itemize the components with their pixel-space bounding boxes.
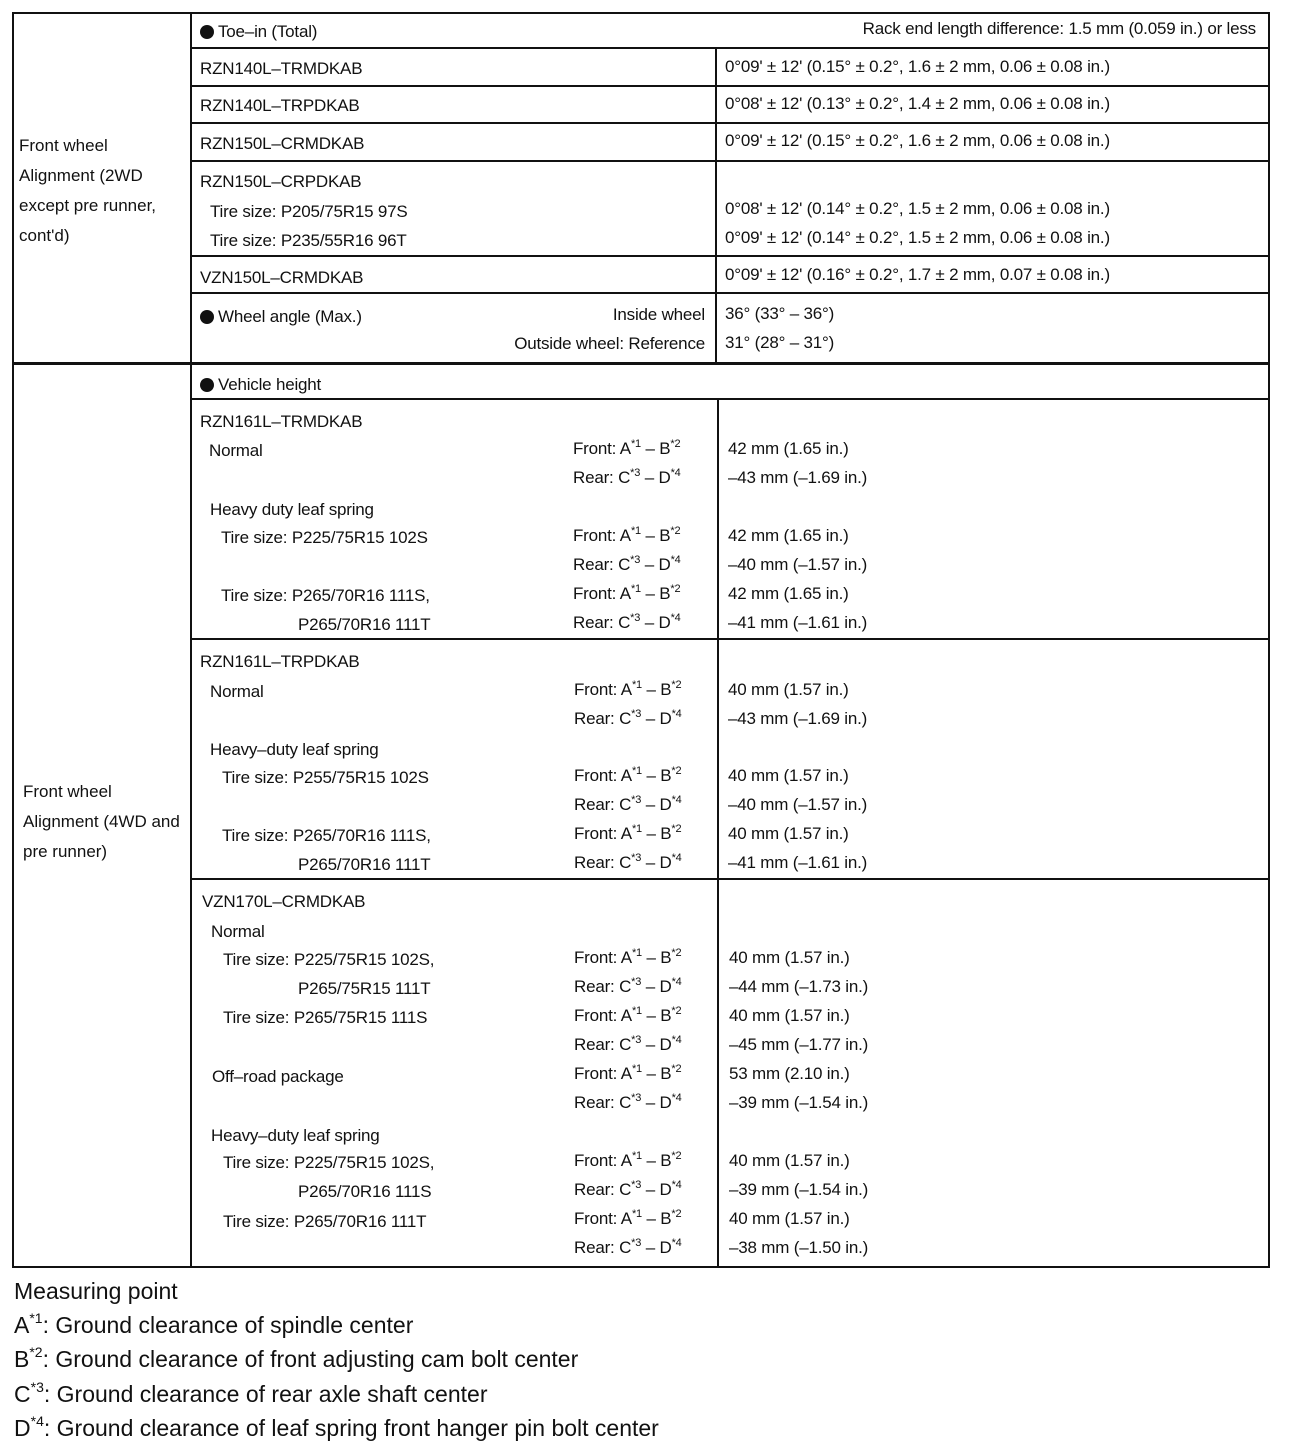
bullet-icon (200, 25, 214, 39)
front-measure-label (574, 1209, 681, 1229)
measure-prefix: Rear: C (574, 795, 632, 814)
measure-sup: *3 (631, 852, 642, 864)
section-divider (12, 362, 1270, 365)
measure-sup: *3 (630, 554, 641, 566)
height-value: –44 mm (–1.73 in.) (729, 977, 869, 996)
variant-label: Off–road package (212, 1067, 344, 1086)
note-d: $D^{*4}$: Ground clearance of leaf spring front hanger pin bolt center (14, 1413, 659, 1441)
measure-prefix: Rear: C (574, 853, 632, 872)
measure-mid: – B (641, 1151, 672, 1170)
measure-mid: – D (641, 795, 672, 814)
measure-mid: – D (641, 709, 672, 728)
front-measure-label (573, 526, 680, 546)
tire-size-label: Tire size: P205/75R15 97S (210, 202, 408, 221)
row-rule (190, 255, 1270, 257)
row-rule (190, 85, 1270, 87)
inside-wheel-value: 36° (33° – 36°) (725, 304, 835, 323)
measuring-point-title: Measuring point (14, 1278, 178, 1304)
toe-value: 0°09' ± 12' (0.14° ± 0.2°, 1.5 ± 2 mm, 0.06 ± 0.08 in.) (725, 228, 1110, 247)
rear-measure-label (573, 555, 681, 575)
measure-sup: *3 (631, 1034, 642, 1046)
measure-sup: *2 (671, 1063, 682, 1075)
variant-label: Heavy–duty leaf spring (210, 740, 379, 759)
outside-wheel-value: 31° (28° – 31°) (725, 333, 835, 352)
measure-prefix: Front: A (574, 680, 632, 699)
measure-sup: *1 (631, 1005, 642, 1017)
measure-sup: *2 (671, 679, 682, 691)
front-measure-label (574, 948, 681, 968)
height-value: –40 mm (–1.57 in.) (728, 555, 868, 574)
measure-sup: *4 (671, 708, 682, 720)
model-label: RZN150L–CRMDKAB (200, 134, 365, 153)
front-measure-label (574, 1151, 681, 1171)
height-value: –40 mm (–1.57 in.) (728, 795, 868, 814)
front-measure-label (574, 1006, 681, 1026)
height-value: 40 mm (1.57 in.) (729, 1209, 850, 1228)
measure-sup: *3 (631, 708, 642, 720)
variant-label: Normal (209, 441, 263, 460)
measure-prefix: Front: A (574, 948, 632, 967)
measure-prefix: Front: A (574, 1006, 632, 1025)
toe-value: 0°08' ± 12' (0.14° ± 0.2°, 1.5 ± 2 mm, 0.06 ± 0.08 in.) (725, 199, 1110, 218)
measure-mid: – B (641, 1006, 672, 1025)
wheel-angle-heading: Wheel angle (Max.) (200, 307, 362, 327)
row-rule (190, 638, 1270, 640)
category-divider (190, 12, 192, 1268)
measure-prefix: Front: A (573, 584, 631, 603)
row-rule (190, 47, 1270, 49)
outside-wheel-label: Outside wheel: Reference (514, 334, 705, 353)
height-value: 40 mm (1.57 in.) (728, 824, 849, 843)
model-label: RZN140L–TRMDKAB (200, 59, 363, 78)
rear-measure-label (574, 977, 682, 997)
model-label: RZN140L–TRPDKAB (200, 96, 360, 115)
rear-measure-label (574, 795, 682, 815)
measure-prefix: Rear: C (573, 555, 631, 574)
measure-sup: *1 (630, 583, 641, 595)
measure-mid: – D (641, 853, 672, 872)
tire-size-label: Tire size: P235/55R16 96T (210, 231, 407, 250)
measure-sup: *3 (631, 976, 642, 988)
measure-sup: *2 (671, 947, 682, 959)
row-rule (190, 292, 1270, 294)
measure-mid: – B (640, 439, 671, 458)
model-label: RZN161L–TRMDKAB (200, 412, 363, 431)
measure-sup: *2 (670, 583, 681, 595)
row-rule (190, 878, 1270, 880)
measure-prefix: Front: A (573, 526, 631, 545)
toe-value: 0°09' ± 12' (0.15° ± 0.2°, 1.6 ± 2 mm, 0.06 ± 0.08 in.) (725, 57, 1110, 76)
variant-label: Normal (211, 922, 265, 941)
rear-measure-label (574, 709, 682, 729)
front-measure-label (573, 584, 680, 604)
measure-mid: – B (640, 526, 671, 545)
note-a: $A^{*1}$: Ground clearance of spindle center (14, 1310, 414, 1338)
measure-sup: *1 (631, 1208, 642, 1220)
note-c: $C^{*3}$: Ground clearance of rear axle shaft center (14, 1379, 488, 1407)
measure-sup: *1 (631, 823, 642, 835)
rear-measure-label (574, 1035, 682, 1055)
measure-sup: *3 (631, 1092, 642, 1104)
row-rule (190, 160, 1270, 162)
measure-sup: *1 (631, 765, 642, 777)
height-value: 40 mm (1.57 in.) (728, 766, 849, 785)
measure-mid: – D (641, 977, 672, 996)
height-value: 42 mm (1.65 in.) (728, 584, 849, 603)
toe-in-heading: Toe–in (Total) (200, 22, 317, 42)
height-value: –39 mm (–1.54 in.) (729, 1180, 869, 1199)
measure-sup: *2 (671, 823, 682, 835)
measure-prefix: Rear: C (574, 709, 632, 728)
measure-sup: *3 (631, 1237, 642, 1249)
measure-sup: *1 (631, 679, 642, 691)
rear-measure-label (574, 1180, 682, 1200)
measure-prefix: Rear: C (574, 1180, 632, 1199)
height-value: –45 mm (–1.77 in.) (729, 1035, 869, 1054)
measure-mid: – B (641, 766, 672, 785)
height-value: 40 mm (1.57 in.) (729, 1006, 850, 1025)
measure-prefix: Rear: C (574, 1093, 632, 1112)
toe-value: 0°09' ± 12' (0.15° ± 0.2°, 1.6 ± 2 mm, 0.06 ± 0.08 in.) (725, 131, 1110, 150)
measure-sup: *2 (671, 765, 682, 777)
measure-mid: – D (641, 1180, 672, 1199)
model-label: VZN150L–CRMDKAB (200, 268, 364, 287)
height-value: –39 mm (–1.54 in.) (729, 1093, 869, 1112)
measure-prefix: Front: A (574, 766, 632, 785)
height-value: 42 mm (1.65 in.) (728, 439, 849, 458)
height-value: –43 mm (–1.69 in.) (728, 468, 868, 487)
measure-sup: *4 (670, 612, 681, 624)
model-label: VZN170L–CRMDKAB (202, 892, 366, 911)
rear-measure-label (573, 613, 681, 633)
measure-sup: *2 (670, 525, 681, 537)
rack-end-note: Rack end length difference: 1.5 mm (0.059 in.) or less (862, 19, 1256, 38)
measure-sup: *4 (670, 554, 681, 566)
measure-prefix: Front: A (574, 1151, 632, 1170)
measure-sup: *2 (671, 1208, 682, 1220)
inside-wheel-label: Inside wheel (612, 305, 705, 324)
tire-size-label: Tire size: P265/75R15 111S (223, 1008, 428, 1027)
measure-prefix: Front: A (574, 1209, 632, 1228)
tire-size-label: P265/70R16 111T (298, 615, 431, 634)
rear-measure-label (574, 853, 682, 873)
measure-sup: *3 (630, 467, 641, 479)
tire-size-label: P265/75R15 111T (298, 979, 431, 998)
vehicle-height-heading: Vehicle height (200, 375, 321, 395)
value-divider (717, 398, 719, 1268)
measure-prefix: Rear: C (574, 1035, 632, 1054)
measure-prefix: Rear: C (573, 468, 631, 487)
measure-mid: – B (641, 680, 672, 699)
measure-sup: *4 (671, 976, 682, 988)
row-rule (190, 122, 1270, 124)
rear-measure-label (574, 1238, 682, 1258)
measure-sup: *1 (631, 1063, 642, 1075)
rear-measure-label (574, 1093, 682, 1113)
front-measure-label (574, 766, 681, 786)
height-value: 40 mm (1.57 in.) (729, 1151, 850, 1170)
measure-prefix: Rear: C (573, 613, 631, 632)
tire-size-label: Tire size: P225/75R15 102S (221, 528, 428, 547)
measure-mid: – B (641, 948, 672, 967)
tire-size-label: Tire size: P225/75R15 102S, (223, 1153, 435, 1172)
measure-sup: *4 (671, 794, 682, 806)
tire-size-label: P265/70R16 111T (298, 855, 431, 874)
measure-prefix: Front: A (573, 439, 631, 458)
measure-sup: *3 (630, 612, 641, 624)
front-measure-label (574, 680, 681, 700)
category-2wd: Front wheel Alignment (2WD except pre runner, cont'd) (19, 136, 157, 245)
measure-mid: – D (640, 468, 671, 487)
toe-value: 0°08' ± 12' (0.13° ± 0.2°, 1.4 ± 2 mm, 0.06 ± 0.08 in.) (725, 94, 1110, 113)
height-value: –43 mm (–1.69 in.) (728, 709, 868, 728)
measure-prefix: Front: A (574, 824, 632, 843)
measure-sup: *1 (630, 438, 641, 450)
tire-size-label: Tire size: P265/70R16 111S, (222, 826, 431, 845)
measure-sup: *4 (671, 1034, 682, 1046)
measure-mid: – D (641, 1238, 672, 1257)
measure-sup: *1 (631, 947, 642, 959)
measure-mid: – D (641, 1035, 672, 1054)
variant-label: Normal (210, 682, 264, 701)
measure-mid: – D (640, 555, 671, 574)
height-value: –38 mm (–1.50 in.) (729, 1238, 869, 1257)
measure-sup: *1 (630, 525, 641, 537)
measure-mid: – B (640, 584, 671, 603)
height-value: –41 mm (–1.61 in.) (728, 613, 868, 632)
bullet-icon (200, 378, 214, 392)
measure-sup: *2 (670, 438, 681, 450)
tire-size-label: P265/70R16 111S (298, 1182, 432, 1201)
front-measure-label (573, 439, 680, 459)
category-4wd: Front wheel Alignment (4WD and pre runner) (23, 782, 180, 861)
height-value: 53 mm (2.10 in.) (729, 1064, 850, 1083)
model-label: RZN150L–CRPDKAB (200, 172, 362, 191)
measure-sup: *4 (671, 1092, 682, 1104)
height-value: 42 mm (1.65 in.) (728, 526, 849, 545)
model-label: RZN161L–TRPDKAB (200, 652, 360, 671)
rear-measure-label (573, 468, 681, 488)
row-rule (190, 398, 1270, 400)
variant-label: Heavy–duty leaf spring (211, 1126, 380, 1145)
tire-size-label: Tire size: P265/70R16 111T (223, 1212, 427, 1231)
measure-mid: – D (640, 613, 671, 632)
measure-sup: *1 (631, 1150, 642, 1162)
measure-sup: *4 (670, 467, 681, 479)
measure-sup: *4 (671, 1237, 682, 1249)
measure-sup: *4 (671, 852, 682, 864)
toe-value: 0°09' ± 12' (0.16° ± 0.2°, 1.7 ± 2 mm, 0.07 ± 0.08 in.) (725, 265, 1110, 284)
bullet-icon (200, 310, 214, 324)
measure-mid: – B (641, 1209, 672, 1228)
measure-prefix: Rear: C (574, 977, 632, 996)
note-b: $B^{*2}$: Ground clearance of front adjusting cam bolt center (14, 1344, 579, 1372)
measure-sup: *2 (671, 1150, 682, 1162)
value-divider (715, 47, 717, 363)
measure-sup: *3 (631, 794, 642, 806)
front-measure-label (574, 1064, 681, 1084)
variant-label: Heavy duty leaf spring (210, 500, 374, 519)
measure-mid: – B (641, 1064, 672, 1083)
measure-sup: *2 (671, 1005, 682, 1017)
height-value: –41 mm (–1.61 in.) (728, 853, 868, 872)
tire-size-label: Tire size: P225/75R15 102S, (223, 950, 435, 969)
height-value: 40 mm (1.57 in.) (728, 680, 849, 699)
measure-prefix: Rear: C (574, 1238, 632, 1257)
tire-size-label: Tire size: P265/70R16 111S, (221, 586, 430, 605)
measure-mid: – B (641, 824, 672, 843)
tire-size-label: Tire size: P255/75R15 102S (222, 768, 429, 787)
measure-prefix: Front: A (574, 1064, 632, 1083)
front-measure-label (574, 824, 681, 844)
measure-mid: – D (641, 1093, 672, 1112)
measure-sup: *3 (631, 1179, 642, 1191)
measure-sup: *4 (671, 1179, 682, 1191)
height-value: 40 mm (1.57 in.) (729, 948, 850, 967)
